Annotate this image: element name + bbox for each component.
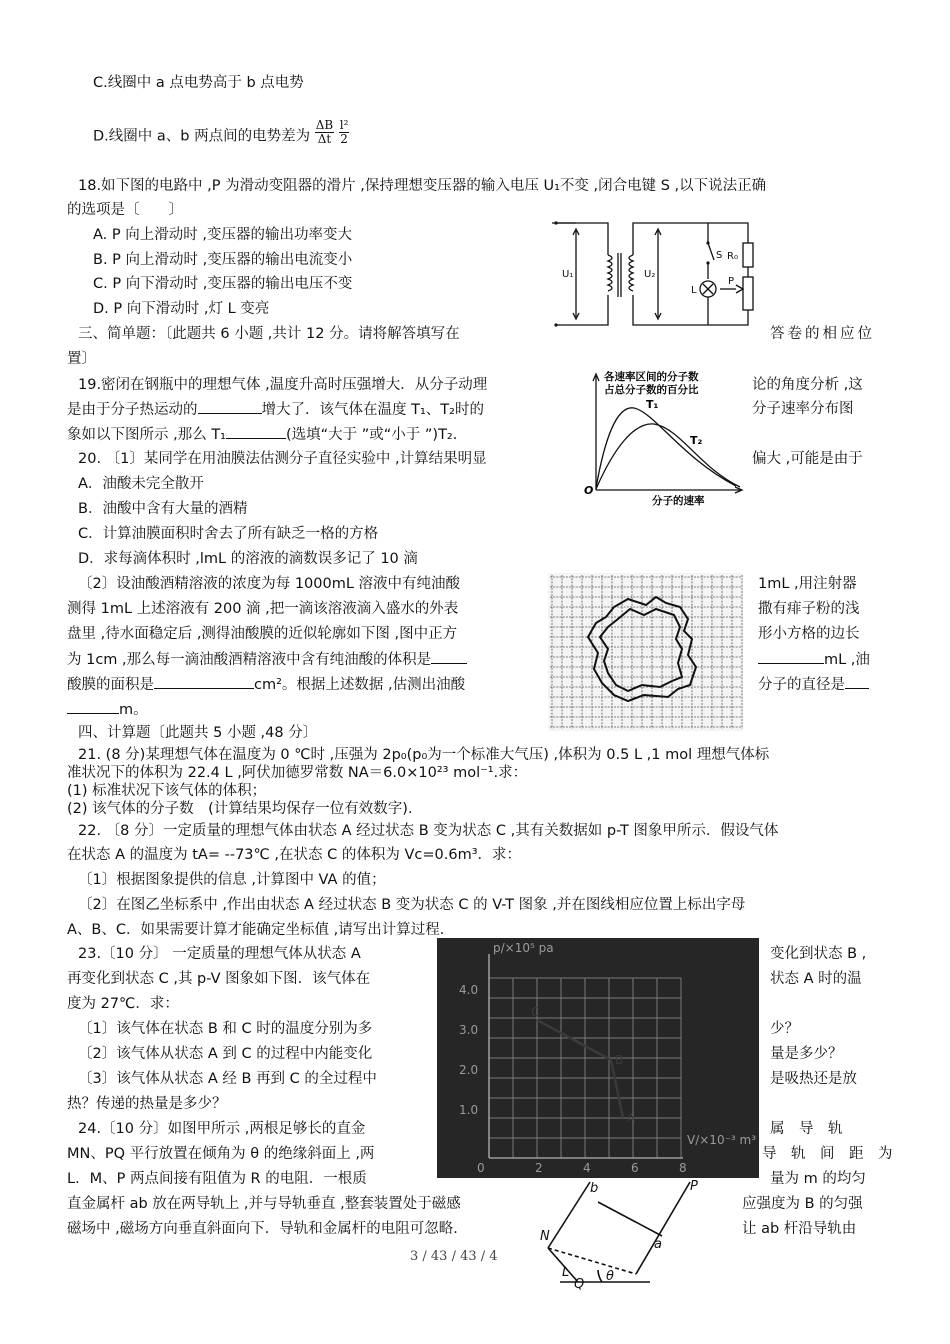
slider-p-arrow — [736, 285, 743, 293]
section3-line1-right — [770, 324, 882, 344]
q19-line1-left: 19.密闭在钢瓶中的理想气体 ,温度升高时压强增大．从分子动理 — [78, 377, 488, 393]
q24-line5-right: 让 ab 杆沿导轨由 — [742, 1221, 857, 1237]
q18-option-d: D. P 向下滑动时 ,灯 L 变亮 — [93, 301, 270, 317]
q21-sub1: (1) 标准状况下该气体的体积； — [67, 783, 267, 799]
pv-point-c: C — [531, 1005, 540, 1019]
frac2-numerator: l² — [339, 118, 349, 132]
q20-part2-line4-right — [758, 649, 870, 670]
pv-xtick-4: 4 — [583, 1161, 591, 1175]
rail-mn — [548, 1182, 590, 1248]
graph-title-line2: 占总分子数的百分比 — [604, 384, 699, 396]
q20-part2-line4-right-text: mL ,油 — [824, 652, 870, 668]
q21-sub2: (2) 该气体的分子数 (计算结果均保存一位有效数字). — [67, 801, 413, 817]
pv-ytick-2: 2.0 — [459, 1063, 479, 1077]
angle-arc — [598, 1270, 602, 1282]
q18-option-b: B. P 向上滑动时 ,变压器的输出电流变小 — [93, 252, 353, 268]
q22-line1: 22. 〔8 分〕一定质量的理想气体由状态 A 经过状态 B 变为状态 C ,其有关数据如 p-T 图象甲所示．假设气体 — [78, 823, 779, 839]
q19-line2-right: 分子速率分布图 — [752, 401, 854, 417]
label-t2: T₂ — [690, 434, 703, 447]
graph-title-line1: 各速率区间的分子数 — [604, 371, 699, 383]
page-number: 3 / 43 / 43 / 4 — [410, 1249, 498, 1264]
rheostat — [743, 277, 753, 310]
q19-line2-text-b: 增大了．该气体在温度 T₁、T₂时的 — [261, 402, 484, 418]
q20-blank-area[interactable] — [154, 674, 254, 689]
fig-label-q: Q — [574, 1277, 585, 1292]
q20-part2-line2-right: 撒有痱子粉的浅 — [758, 601, 860, 617]
q20-blank-diameter-b[interactable] — [67, 699, 119, 714]
q20-part2-line6 — [67, 699, 148, 720]
q18-stem-line2: 的选项是〔 〕 — [67, 202, 183, 218]
q20-line1-left: 20. 〔1〕某同学在用油膜法估测分子直径实验中 ,计算结果明显 — [78, 451, 487, 467]
pv-y-label: p/×10⁵ pa — [493, 941, 554, 955]
label-u2: U₂ — [644, 269, 656, 280]
q18-stem-line1: 18.如下图的电路中 ,P 为滑动变阻器的滑片 ,保持理想变压器的输入电压 U₁不变 ,闭合电键 S ,以下说法正确 — [78, 178, 767, 194]
label-r0: R₀ — [727, 251, 738, 262]
q19-line3 — [67, 424, 457, 445]
section3-line2: 置〕 — [67, 351, 96, 367]
q20-option-d: D．求每滴体积时 ,lmL 的溶液的滴数误多记了 10 滴 — [78, 551, 418, 567]
q23-sub3-continued: 热？传递的热量是多少？ — [67, 1096, 227, 1112]
frac2-denominator: 2 — [340, 132, 348, 146]
fig-label-a: a — [654, 1237, 662, 1252]
q23-sub1-right: 少？ — [770, 1021, 799, 1037]
label-u1: U₁ — [562, 269, 574, 280]
fig-label-p: P — [690, 1179, 698, 1194]
q18-option-a: A. P 向上滑动时 ,变压器的输出功率变大 — [93, 227, 352, 243]
secondary-wire-bottom — [633, 295, 748, 325]
primary-wire-bottom — [556, 295, 608, 325]
frac1-denominator: Δt — [317, 132, 332, 146]
q23-line2-right: 状态 A 时的温 — [770, 971, 862, 987]
q20-part2-line4-text: 为 1cm ,那么每一滴油酸酒精溶液中含有纯油酸的体积是 — [67, 652, 432, 668]
q23-sub3-left: 〔3〕该气体从状态 A 经 B 再到 C 的全过程中 — [78, 1071, 377, 1087]
origin-o: O — [584, 484, 594, 497]
q19-blank-1[interactable] — [198, 399, 262, 414]
inclined-rails-figure — [540, 1178, 740, 1300]
q24-line1-left: 24.〔10 分〕如图甲所示 ,两根足够长的直金 — [78, 1121, 366, 1137]
q20-part2-line1-right: 1mL ,用注射器 — [758, 576, 857, 592]
q24-line5-left: 磁场中 ,磁场方向垂直斜面向下．导轨和金属杆的电阻可忽略． — [67, 1221, 468, 1237]
q23-line2-left: 再变化到状态 C ,其 p-V 图象如下图．该气体在 — [67, 971, 371, 987]
q24-line1-right: 属 导 轨 — [770, 1121, 843, 1137]
section4-title: 四、计算题〔此题共 5 小题 ,48 分〕 — [78, 725, 318, 741]
pv-ytick-4: 4.0 — [459, 983, 479, 997]
q17-option-d — [93, 118, 349, 150]
q17-option-d-text: D.线圈中 a、b 两点间的电势差为 — [93, 128, 311, 145]
q23-line1-left: 23.〔10 分〕 一定质量的理想气体从状态 A — [78, 946, 361, 962]
q23-sub1-left: 〔1〕该气体在状态 B 和 C 时的温度分别为多 — [78, 1021, 373, 1037]
label-l: L — [691, 285, 697, 296]
q20-blank-diameter-a[interactable] — [845, 674, 869, 689]
q20-line1-right: 偏大 ,可能是由于 — [752, 451, 863, 467]
pv-ytick-1: 1.0 — [459, 1103, 479, 1117]
q24-line3-right: 量为 m 的均匀 — [770, 1171, 866, 1187]
label-t1: T₁ — [646, 398, 659, 411]
q19-blank-2[interactable] — [226, 424, 286, 439]
pv-x-label: V/×10⁻³ m³ — [687, 1133, 757, 1147]
q21-line1: 21. (8 分)某理想气体在温度为 0 ℃时 ,压强为 2p₀(p₀为一个标准大气压) ,体积为 0.5 L ,1 mol 理想气体标 — [78, 747, 770, 763]
oil-film-grid-figure — [548, 573, 743, 731]
q23-line1-right: 变化到状态 B , — [770, 946, 867, 962]
q20-part2-line3-left: 盘里 ,待水面稳定后 ,测得油酸膜的近似轮廓如下图 ,图中正方 — [67, 626, 458, 642]
q19-line2-text-a: 是由于分子热运动的 — [67, 402, 198, 418]
x-axis-label: 分子的速率 — [652, 495, 705, 507]
primary-wire-top — [556, 223, 608, 255]
q20-part2-line6-text: m。 — [119, 702, 148, 718]
q24-line4-left: 直金属杆 ab 放在两导轨上 ,并与导轨垂直 ,整套装置处于磁感 — [67, 1196, 461, 1212]
pv-xtick-6: 6 — [631, 1161, 639, 1175]
q20-part2-line5-text-a: 酸膜的面积是 — [67, 677, 154, 693]
q20-part2-line5-left — [67, 674, 465, 695]
resistor-r0 — [743, 243, 753, 267]
curve-t1 — [596, 408, 736, 488]
q22-sub1: 〔1〕根据图象提供的信息 ,计算图中 VA 的值； — [78, 872, 386, 888]
transformer-circuit-diagram — [548, 215, 760, 330]
q20-part2-line1-left: 〔2〕设油酸酒精溶液的浓度为每 1000mL 溶液中有纯油酸 — [78, 576, 461, 592]
q22-sub2: 〔2〕在图乙坐标系中 ,作出由状态 A 经过状态 B 变为状态 C 的 V-T 图象 ,并在图线相应位置上标出字母 — [78, 897, 746, 913]
pv-ytick-3: 3.0 — [459, 1023, 479, 1037]
q20-blank-volume-b[interactable] — [758, 649, 824, 664]
q18-option-c: C. P 向下滑动时 ,变压器的输出电压不变 — [93, 276, 353, 292]
q20-option-b: B．油酸中含有大量的酒精 — [78, 501, 248, 517]
q20-option-c: C．计算油膜面积时舍去了所有缺乏一格的方格 — [78, 526, 379, 542]
q24-line2-right: 导 轨 间 距 为 — [762, 1146, 893, 1162]
q22-sub3: A、B、C．如果需要计算才能确定坐标值 ,请写出计算过程． — [67, 922, 455, 938]
pv-xtick-8: 8 — [679, 1161, 687, 1175]
fig-label-n: N — [540, 1229, 550, 1244]
q20-part2-line2-left: 测得 1mL 上述溶液有 200 滴 ,把一滴该溶液滴入盛水的外表 — [67, 601, 459, 617]
pv-point-b: B — [615, 1053, 624, 1067]
fig-label-theta: θ — [606, 1269, 614, 1284]
q20-part2-line5-text-b: cm²。根据上述数据 ,估测出油酸 — [254, 677, 466, 693]
rod-ab — [598, 1202, 662, 1236]
pv-graph-photo — [437, 938, 759, 1178]
q17-option-c: C.线圈中 a 点电势高于 b 点电势 — [93, 75, 304, 91]
section3-line1-left: 三、简单题：〔此题共 6 小题 ,共计 12 分。请将解答填写在 — [78, 326, 460, 342]
q24-line3-left: L．M、P 两点间接有阻值为 R 的电阻．一根质 — [67, 1171, 367, 1187]
pv-xtick-2: 2 — [535, 1161, 543, 1175]
frac1-numerator: ΔB — [315, 118, 334, 132]
molecular-speed-distribution-graph — [582, 368, 747, 508]
q23-sub2-left: 〔2〕该气体从状态 A 到 C 的过程中内能变化 — [78, 1046, 373, 1062]
q19-line3-text-a: 象如以下图所示 ,那么 T₁ — [67, 427, 226, 443]
fraction-l2-2 — [339, 119, 350, 146]
q19-line3-text-b: (选填“大于 ”或“小于 ”)T₂. — [286, 427, 458, 443]
q23-sub2-right: 量是多少？ — [770, 1046, 843, 1062]
q20-part2-line5-right — [758, 674, 869, 695]
fraction-db-dt — [315, 119, 334, 146]
q21-line2: 准状况下的体积为 22.4 L ,阿伏加德罗常数 NA＝6.0×10²³ mol⁻¹.求： — [67, 765, 528, 781]
pv-xtick-0: 0 — [477, 1161, 485, 1175]
label-p: P — [728, 276, 735, 287]
label-s: S — [716, 250, 723, 261]
q22-line2: 在状态 A 的温度为 tA= --73℃ ,在状态 C 的体积为 Vc=0.6m³．求： — [67, 847, 522, 863]
q19-line2-left — [67, 399, 484, 420]
switch-s — [708, 243, 714, 260]
q19-line1-right: 论的角度分析 ,这 — [752, 377, 863, 393]
q23-line3: 度为 27℃．求： — [67, 996, 179, 1012]
fig-label-b: b — [590, 1181, 599, 1196]
secondary-coil — [629, 255, 633, 291]
q20-part2-line3-right: 形小方格的边长 — [758, 626, 860, 642]
q20-part2-line5-right-text: 分子的直径是 — [758, 677, 845, 693]
fig-label-l: L — [562, 1265, 570, 1280]
q24-line4-right: 应强度为 B 的匀强 — [742, 1196, 863, 1212]
q20-option-a: A．油酸未完全散开 — [78, 476, 204, 492]
q20-part2-line4-left — [67, 649, 467, 670]
pv-point-a: A — [627, 1111, 636, 1125]
rail-pq — [636, 1182, 690, 1274]
q20-blank-volume-a[interactable] — [431, 649, 467, 664]
primary-coil — [608, 255, 612, 291]
q23-sub3-right: 是吸热还是放 — [770, 1071, 857, 1087]
section3-line1-right-text: 答卷的相应位 — [770, 326, 875, 342]
q24-line2-left: MN、PQ 平行放置在倾角为 θ 的绝缘斜面上 ,两 — [67, 1146, 375, 1162]
